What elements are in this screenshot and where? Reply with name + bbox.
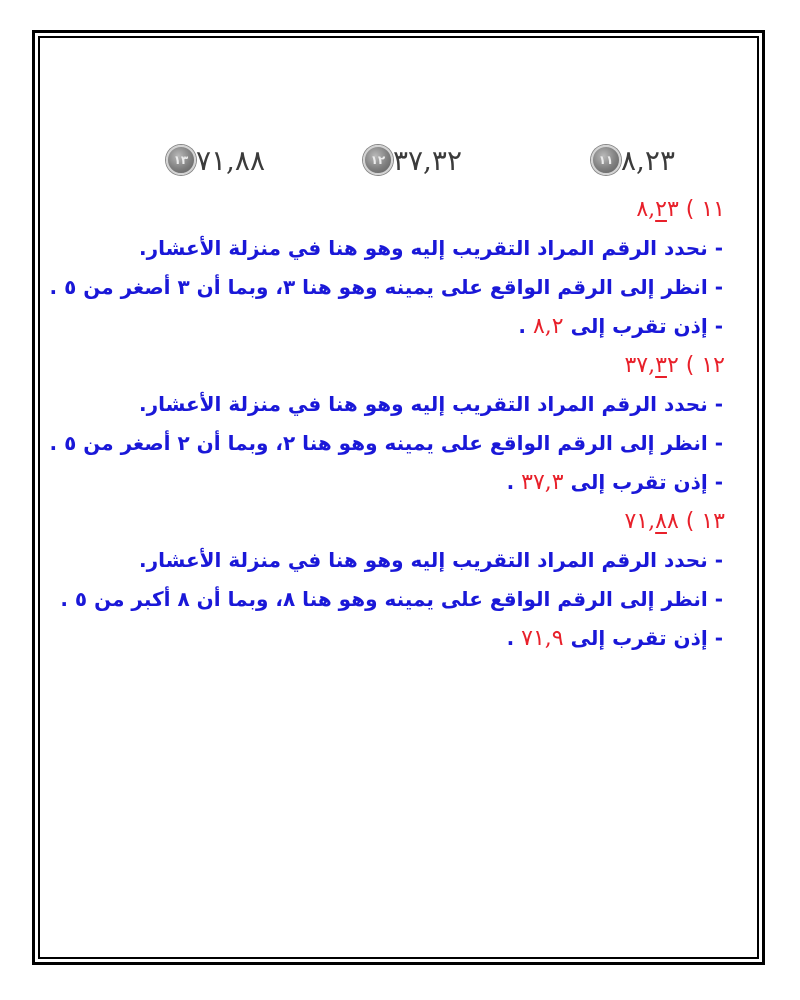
solutions [25, 190, 725, 658]
problem-12 [349, 140, 462, 180]
step-result [25, 619, 725, 658]
step-identify-place: - نحدد الرقم المراد التقريب إليه وهو هنا في منزلة الأعشار. [138, 236, 723, 260]
result-value: ٣٧,٣ [521, 470, 564, 495]
result-prefix: - إذن تقرب إلى [570, 626, 723, 650]
number-rounding-digit: ٣ [655, 353, 667, 378]
result-value: ٨,٢ [532, 314, 564, 339]
number-rounding-digit: ٢ [655, 197, 667, 222]
step-identify-place: - نحدد الرقم المراد التقريب إليه وهو هنا في منزلة الأعشار. [138, 392, 723, 416]
step-result [25, 463, 725, 502]
number-rounding-digit: ٨ [655, 509, 667, 534]
section-heading-13 [25, 502, 725, 541]
problems-row [0, 140, 800, 180]
result-suffix: . [518, 314, 526, 338]
section-label: ١١ ) [685, 197, 725, 222]
number-rest-digit: ٨ [666, 509, 679, 534]
problem-badge-13: ١٣ [166, 145, 196, 175]
section-heading-12 [25, 346, 725, 385]
section-label: ١٣ ) [685, 509, 725, 534]
result-suffix: . [506, 470, 515, 494]
section-number [624, 509, 678, 534]
step-look-right: - انظر إلى الرقم الواقع على يمينه وهو هنا ٢، وبما أن ٢ أصغر من ٥ . [49, 431, 723, 455]
step-identify-place: - نحدد الرقم المراد التقريب إليه وهو هنا في منزلة الأعشار. [138, 548, 723, 572]
problem-number-13: ٧١,٨٨ [195, 143, 265, 177]
problem-number-11: ٨,٢٣ [620, 143, 675, 177]
number-integer-part: ٣٧, [624, 353, 656, 378]
number-rest-digit: ٢ [666, 353, 679, 378]
problem-badge-11: ١١ [591, 145, 621, 175]
problem-11 [577, 140, 675, 180]
section-number [636, 197, 678, 222]
problem-number-12: ٣٧,٣٢ [392, 143, 462, 177]
number-rest-digit: ٣ [666, 197, 679, 222]
step-look-right: - انظر إلى الرقم الواقع على يمينه وهو هنا ٨، وبما أن ٨ أكبر من ٥ . [60, 587, 723, 611]
problem-13 [152, 140, 265, 180]
number-integer-part: ٧١, [624, 509, 656, 534]
result-suffix: . [506, 626, 515, 650]
section-label: ١٢ ) [685, 353, 725, 378]
result-prefix: - إذن تقرب إلى [570, 314, 723, 338]
section-number [624, 353, 678, 378]
step-look-right: - انظر إلى الرقم الواقع على يمينه وهو هنا ٣، وبما أن ٣ أصغر من ٥ . [49, 275, 723, 299]
step-result [25, 307, 725, 346]
problem-badge-12: ١٢ [363, 145, 393, 175]
section-heading-11 [25, 190, 725, 229]
result-prefix: - إذن تقرب إلى [570, 470, 723, 494]
number-integer-part: ٨, [636, 197, 656, 222]
result-value: ٧١,٩ [521, 626, 564, 651]
